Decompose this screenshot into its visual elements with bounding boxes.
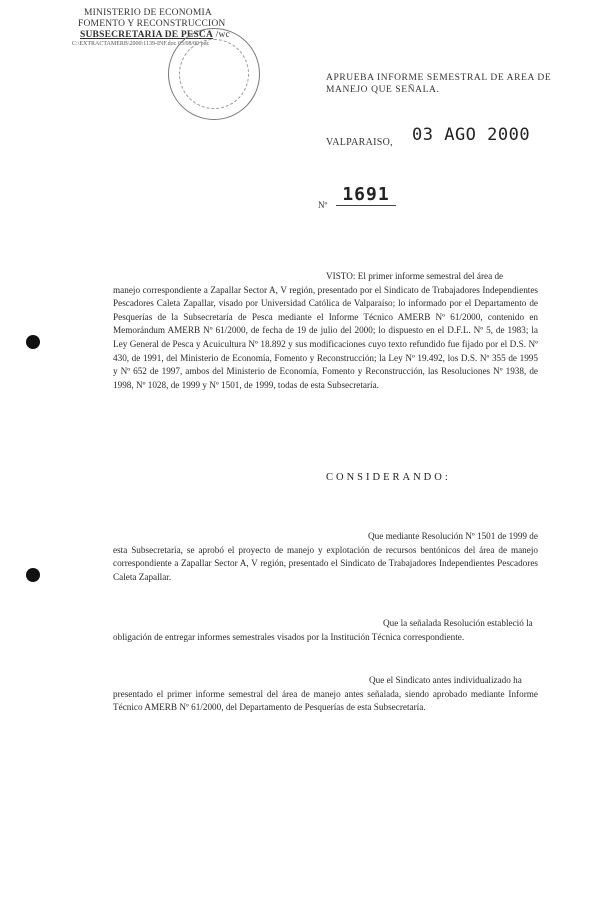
considerando-1 bbox=[113, 530, 538, 584]
place: VALPARAISO, bbox=[326, 137, 393, 148]
considerando-2 bbox=[113, 617, 538, 644]
letterhead-subsecretaria-name: SUBSECRETARIA DE PESCA bbox=[80, 30, 214, 40]
considerando-1-lead: Que mediante Resolución Nº 1501 de 1999 de bbox=[368, 531, 538, 541]
resolution-number-label: Nº bbox=[318, 200, 328, 210]
official-seal-stamp bbox=[168, 28, 260, 120]
punch-hole-top bbox=[26, 335, 40, 349]
considerando-3-lead: Que el Sindicato antes individualizado ha bbox=[369, 675, 522, 685]
considerando-2-body: obligación de entregar informes semestrales visados por la Institución Técnica correspondiente. bbox=[113, 631, 465, 642]
considerando-heading: CONSIDERANDO: bbox=[326, 472, 451, 483]
file-reference: C:\EXTRACTAMERB\2000\1139-INF.doc 03/08/00 pdc bbox=[72, 41, 210, 47]
document-subject: APRUEBA INFORME SEMESTRAL DE AREA DE MANEJO QUE SEÑALA. bbox=[326, 73, 552, 95]
visto-body: manejo correspondiente a Zapallar Sector A, V región, presentado por el Sindicato de Trabajadores Independientes Pescadores Caleta Zapallar, visado por Universidad Católica de Valparaíso; lo informado por el Departamento de Pesquerías de la Subsecretaría de Pesca mediante el Informe Técnico AMERB Nº 61/2000, contenido en Memorándum AMERB Nº 61/2000, de fecha de 19 de julio del 2000; lo dispuesto en el D.F.L. Nº 5, de 1983; la Ley General de Pesca y Acuicultura Nº 18.892 y sus modificaciones cuyo texto refundido fue fijado por el D.S. Nº 430, de 1991, del Ministerio de Economía, Fomento y Reconstrucción; la Ley Nº 19.492, los D.S. Nº 355 de 1995 y Nº 652 de 1997, ambos del Ministerio de Economía, Fomento y Reconstrucción, las Resoluciones Nº 1938, de 1998, Nº 1028, de 1999 y Nº 1501, de 1999, todas de esta Subsecretaría. bbox=[113, 284, 538, 390]
visto-paragraph bbox=[113, 270, 538, 392]
letterhead-department: FOMENTO Y RECONSTRUCCION bbox=[78, 19, 226, 29]
date-stamp: 03 AGO 2000 bbox=[412, 125, 531, 145]
considerando-2-lead: Que la señalada Resolución estableció la bbox=[383, 618, 533, 628]
letterhead-ministry: MINISTERIO DE ECONOMIA bbox=[84, 8, 212, 18]
resolution-number: 1691 bbox=[336, 184, 396, 206]
considerando-3 bbox=[113, 674, 538, 715]
letterhead-initials: /wc bbox=[215, 30, 230, 40]
considerando-3-body: presentado el primer informe semestral del área de manejo antes señalada, siendo aprobado mediante Informe Técnico AMERB Nº 61/2000, del Departamento de Pesquerías de esta Subsecretaría. bbox=[113, 688, 538, 713]
visto-lead: VISTO: El primer informe semestral del área de bbox=[326, 271, 504, 281]
punch-hole-bottom bbox=[26, 568, 40, 582]
considerando-1-body: esta Subsecretaría, se aprobó el proyecto de manejo y explotación de recursos bentónicos del área de manejo correspondiente a Zapallar Sector A, V región, presentado el Sindicato de Trabajadores Independientes Pescadores Caleta Zapallar. bbox=[113, 544, 538, 582]
